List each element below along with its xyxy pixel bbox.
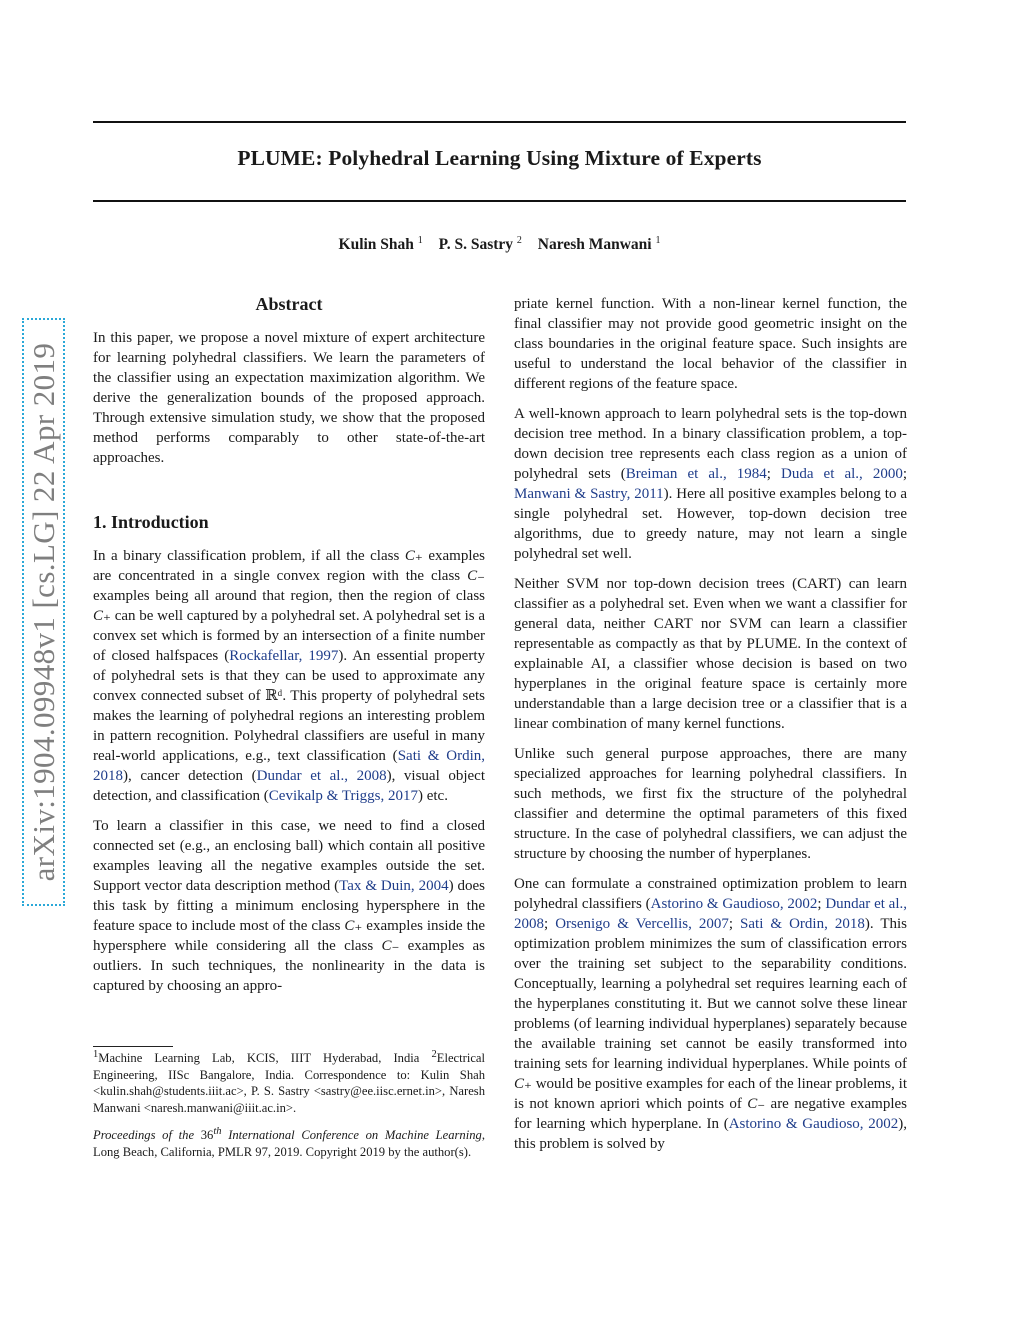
arxiv-stamp (22, 318, 65, 906)
citation-link[interactable]: Manwani & Sastry, 2011 (514, 486, 664, 502)
citation-link[interactable]: Rockafellar, 1997 (229, 648, 339, 664)
citation-link[interactable]: Sati & Ordin, 2018 (740, 916, 865, 932)
intro-paragraph-2: To learn a classifier in this case, we need to find a closed connected set (e.g., an enclosing ball) which contain all positive examples leaving all the negative examples outside the set. Support vector data description method (Tax & Duin, 2004) does this task by fitting a minimum enclosing hypersphere in the feature space to include most of the class C₊ examples inside the hypersphere while considering all the class C₋ examples as outliers. In such techniques, the nonlinearity in the data is captured by choosing an appro- (93, 818, 486, 994)
citation-link[interactable]: Astorino & Gaudioso, 2002 (728, 1116, 899, 1132)
arxiv-stamp-text: arXiv:1904.09948v1 [cs.LG] 22 Apr 2019 (25, 342, 61, 882)
right-paragraph-2: A well-known approach to learn polyhedral sets is the top-down decision tree method. In a binary classification problem, a top-down decision tree represents each class region as a union of polyhedral sets (Breiman et al., 1984; Duda et al., 2000; Manwani & Sastry, 2011). Here all positive examples belong to a single polyhedral set. However, top-down decision tree algorithms, due to greedy nature, may not learn a single polyhedral set well. (514, 406, 907, 562)
author: Naresh Manwani $^1$ (537, 234, 661, 253)
author: Kulin Shah $^1$ (338, 234, 423, 253)
right-paragraph-3: Neither SVM nor top-down decision trees (CART) can learn classifier as a polyhedral set. Even when we want a classifier for general data, neither CART nor SVM can learn a classifier representable as compactly as that by PLUME. In the context of explainable AI, a classifier whose decision is based on two hyperplanes in the original feature space is certainly more understandable than a large decision tree or a classifier that is a linear combination of many kernel functions. (514, 576, 907, 732)
citation-link[interactable]: Tax & Duin, 2004 (339, 878, 449, 894)
citation-link[interactable]: Cevikalp & Triggs, 2017 (268, 788, 418, 804)
citation-link[interactable]: Duda et al., 2000 (781, 466, 903, 482)
footnote (93, 1046, 485, 1160)
citation-link[interactable]: Astorino & Gaudioso, 2002 (650, 896, 818, 912)
citation-link[interactable]: Dundar et al., 2008 (514, 896, 907, 932)
proceedings-note: Proceedings of the 36th International Conference on Machine Learning, Long Beach, California, PMLR 97, 2019. Copyright 2019 by the author(s). (93, 1125, 485, 1159)
right-paragraph-4: Unlike such general purpose approaches, there are many specialized approaches for learning polyhedral classifiers. In such methods, we first fix the structure of the polyhedral classifier and determine the optimal parameters of this fixed structure. In the case of polyhedral classifiers, we can adjust the structure by choosing the number of hyperplanes. (514, 746, 907, 862)
citation-link[interactable]: Breiman et al., 1984 (625, 466, 767, 482)
intro-paragraph-1: In a binary classification problem, if all the class C₊ examples are concentrated in a single convex region with the class C₋ examples being all around that region, then the region of class C₊ can be well captured by a polyhedral set. A polyhedral set is a convex set which is formed by an intersection of a finite number of closed halfspaces (Rockafellar, 1997). An essential property of polyhedral sets is that they can be used to approximate any convex connected subset of ℝᵈ. This property of polyhedral sets makes the learning of polyhedral regions an interesting problem in pattern recognition. Polyhedral classifiers are useful in many real-world applications, e.g., text classification (Sati & Ordin, 2018), cancer detection (Dundar et al., 2008), visual object detection, and classification (Cevikalp & Triggs, 2017) etc. (93, 548, 486, 804)
right-paragraph-1: priate kernel function. With a non-linear kernel function, the final classifier may not provide good geometric insight on the class boundaries in the original feature space. Such insights are useful to understand the local behavior of the classifier in different regions of the feature space. (514, 296, 907, 392)
author: P. S. Sastry $^2$ (438, 234, 522, 253)
author-list (93, 236, 906, 254)
abstract-text: In this paper, we propose a novel mixture of expert architecture for learning polyhedral classifiers. We learn the parameters of the classifier using an expectation maximization algorithm. We derive the generalization bounds of the proposed approach. Through extensive simulation study, we show that the proposed method performs comparably to other state-of-the-art approaches. (93, 330, 485, 466)
section-heading-introduction: 1. Introduction (93, 512, 209, 532)
left-column (93, 294, 485, 1006)
citation-link[interactable]: Dundar et al., 2008 (256, 768, 387, 784)
affiliation-footnote: $^1$Machine Learning Lab, KCIS, IIIT Hyderabad, India $^2$Electrical Engineering, IISc Bangalore, India. Correspondence to: Kulin Shah <kulin.shah@students.iiit.ac>, P. S. Sastry <sastry@ee.iisc.ernet.in>, Naresh Manwani <naresh.manwani@iiit.ac.in>. (93, 1048, 485, 1116)
title-bottom-rule (93, 200, 906, 202)
abstract-heading: Abstract (255, 294, 323, 314)
footnote-rule (93, 1046, 173, 1047)
citation-link[interactable]: Sati & Ordin, 2018 (93, 748, 486, 784)
right-column (514, 294, 907, 1164)
citation-link[interactable]: Orsenigo & Vercellis, 2007 (555, 916, 729, 932)
right-paragraph-5: One can formulate a constrained optimization problem to learn polyhedral classifiers (Astorino & Gaudioso, 2002; Dundar et al., 2008; Orsenigo & Vercellis, 2007; Sati & Ordin, 2018). This optimization problem minimizes the sum of classification errors over the training set subject to the separability conditions. Conceptually, learning a polyhedral set requires learning each of the hyperplanes constituting it. But we cannot solve these linear problems (of learning individual hyperplanes) separately because the available training set cannot be easily transformed into training sets for learning individual hyperplanes. While points of C₊ would be positive examples for each of the linear problems, it is not known apriori which points of C₋ are negative examples for learning which hyperplane. In (Astorino & Gaudioso, 2002), this problem is solved by (514, 876, 908, 1152)
paper-title: PLUME: Polyhedral Learning Using Mixture of Experts (237, 146, 762, 170)
top-rule (93, 121, 906, 123)
